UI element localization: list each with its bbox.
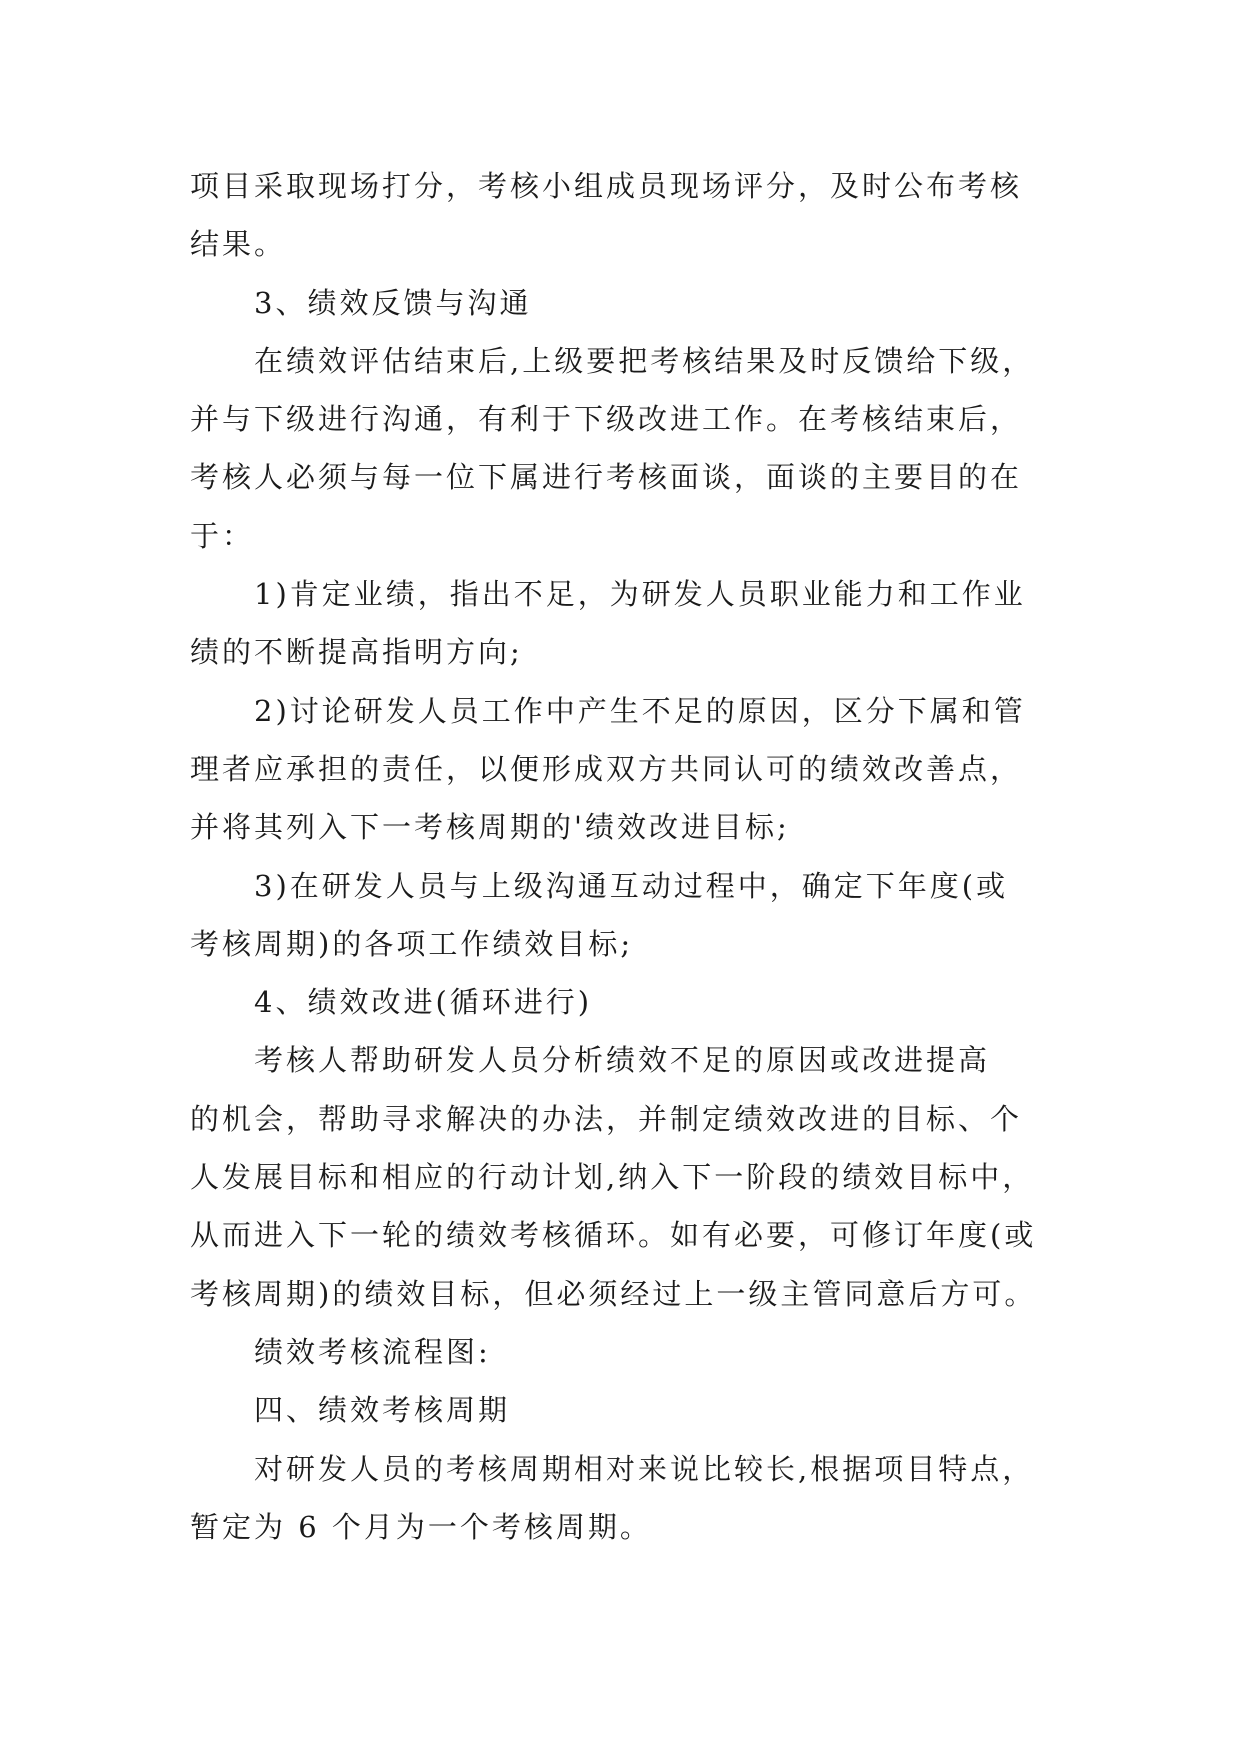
text-line: 考核周期)的绩效目标，但必须经过上一级主管同意后方可。 [190, 1276, 1037, 1311]
text-line: 对研发人员的考核周期相对来说比较长,根据项目特点， [254, 1451, 1035, 1486]
text-line: 在绩效评估结束后,上级要把考核结果及时反馈给下级， [254, 343, 1035, 378]
list-item: 1)肯定业绩，指出不足，为研发人员职业能力和工作业 [254, 577, 1026, 612]
text-line: 从而进入下一轮的绩效考核循环。如有必要，可修订年度(或 [190, 1218, 1037, 1253]
text-line: 人发展目标和相应的行动计划,纳入下一阶段的绩效目标中， [190, 1160, 1035, 1195]
text-line: 考核人帮助研发人员分析绩效不足的原因或改进提高 [254, 1043, 991, 1078]
text-line: 暂定为 6 个月为一个考核周期。 [190, 1509, 652, 1544]
section-heading: 4、绩效改进(循环进行) [254, 985, 593, 1020]
text-line: 并与下级进行沟通，有利于下级改进工作。在考核结束后， [190, 402, 1023, 437]
text-line: 的机会，帮助寻求解决的办法，并制定绩效改进的目标、个 [190, 1101, 1023, 1136]
list-item: 3)在研发人员与上级沟通互动过程中，确定下年度(或 [254, 868, 1009, 903]
text-line: 并将其列入下一考核周期的'绩效改进目标; [190, 810, 790, 845]
list-item: 2)讨论研发人员工作中产生不足的原因，区分下属和管 [254, 693, 1026, 728]
text-line: 项目采取现场打分，考核小组成员现场评分，及时公布考核 [190, 169, 1023, 203]
section-heading: 四、绩效考核周期 [254, 1393, 511, 1428]
document-body [190, 157, 1070, 1556]
text-line: 理者应承担的责任，以便形成双方共同认可的绩效改善点， [190, 751, 1023, 786]
text-line: 绩效考核流程图: [254, 1334, 491, 1369]
text-line: 考核周期)的各项工作绩效目标; [190, 926, 634, 961]
text-line: 于： [190, 518, 255, 553]
text-line: 结果。 [190, 227, 287, 262]
text-line: 绩的不断提高指明方向; [190, 635, 523, 670]
text-line: 考核人必须与每一位下属进行考核面谈，面谈的主要目的在 [190, 460, 1023, 495]
section-heading: 3、绩效反馈与沟通 [254, 285, 532, 320]
